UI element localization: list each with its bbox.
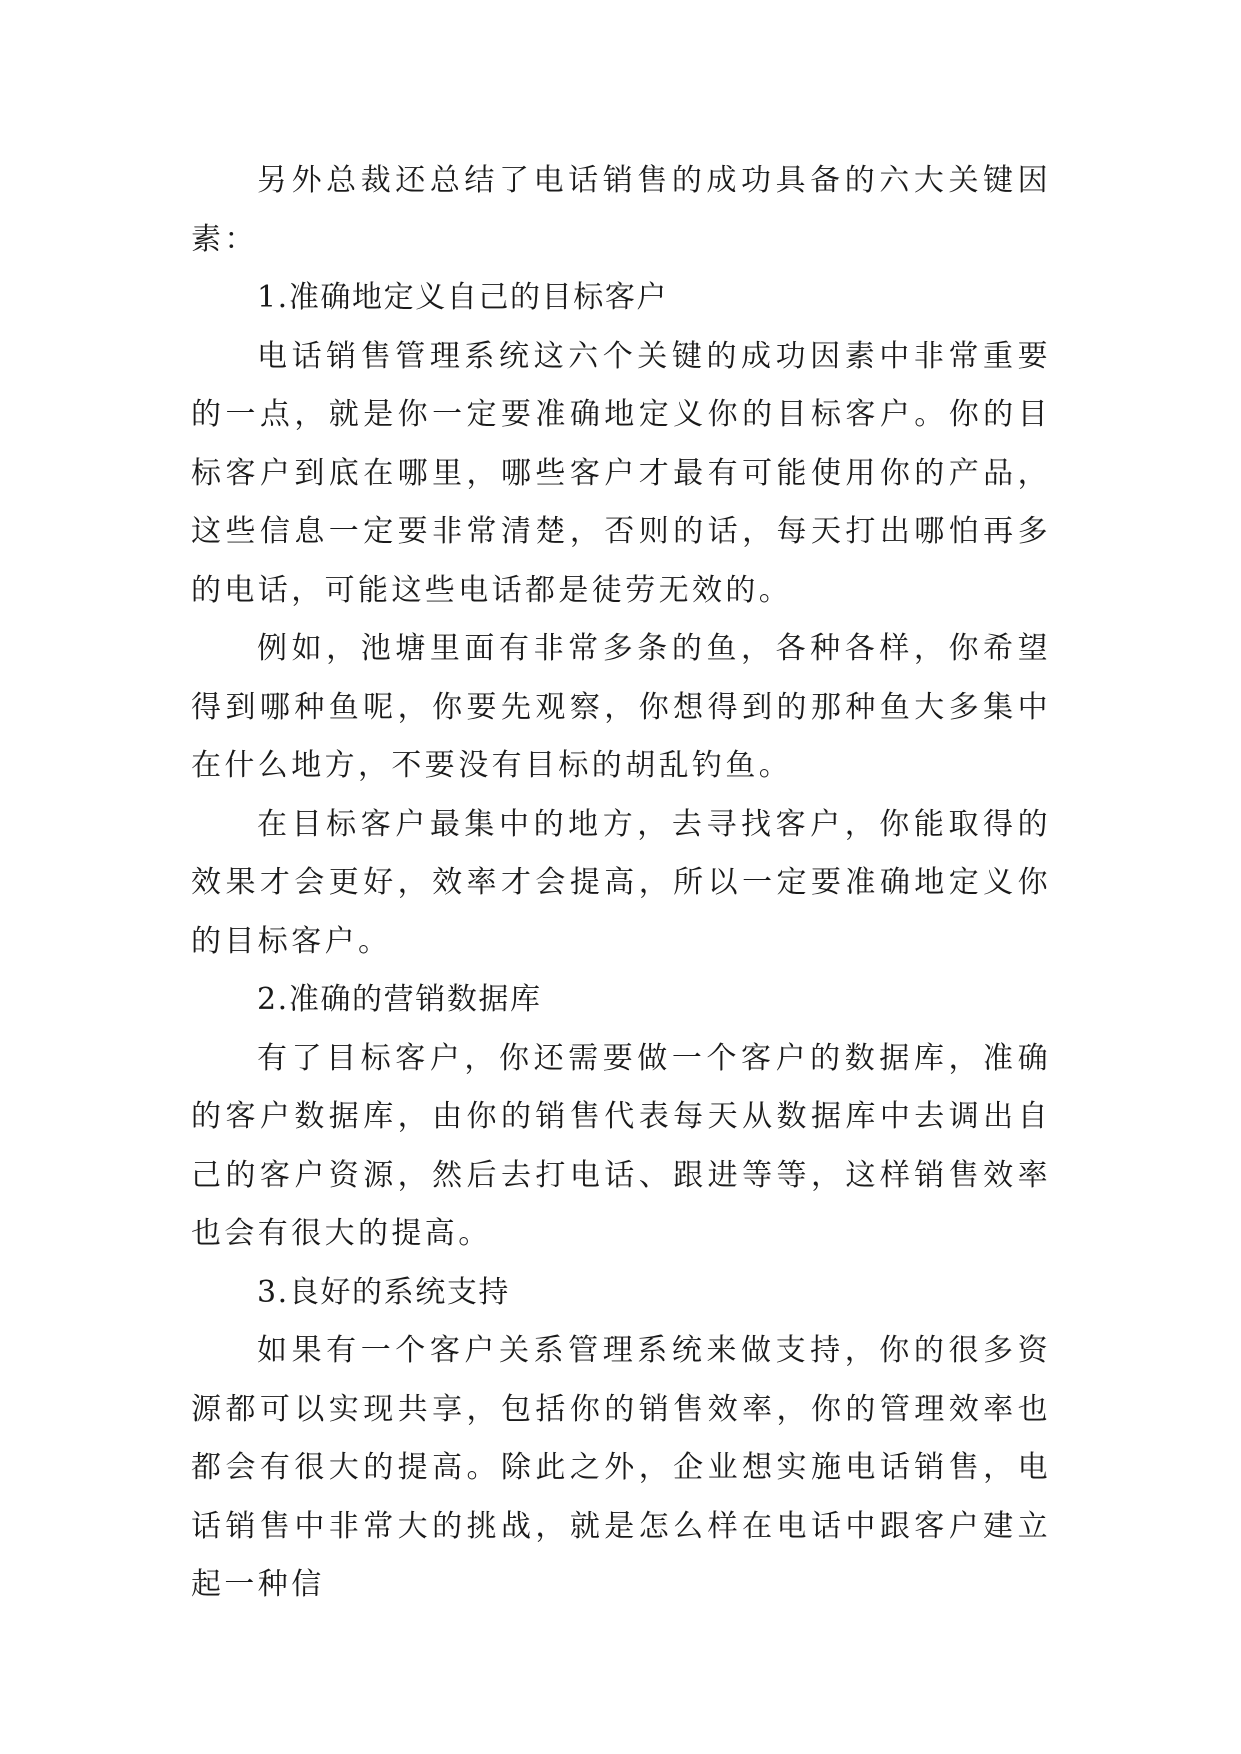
document-body [191,152,1051,1615]
paragraph-efficiency: 在目标客户最集中的地方，去寻找客户，你能取得的效果才会更好，效率才会提高，所以一定要准确地定义你的目标客户。 [191,806,1051,959]
section-heading-3: 3.良好的系统支持 [257,1274,511,1310]
paragraph-fish-example: 例如，池塘里面有非常多条的鱼，各种各样，你希望得到哪种鱼呢，你要先观察，你想得到的那种鱼大多集中在什么地方，不要没有目标的胡乱钓鱼。 [191,631,1051,783]
paragraph-target-customer: 电话销售管理系统这六个关键的成功因素中非常重要的一点，就是你一定要准确地定义你的目标客户。你的目标客户到底在哪里，哪些客户才最有可能使用你的产品，这些信息一定要非常清楚，否则的话，每天打出哪怕再多的电话，可能这些电话都是徒劳无效的。 [191,338,1051,608]
section-heading-2: 2.准确的营销数据库 [257,982,542,1017]
paragraph-system-support: 如果有一个客户关系管理系统来做支持，你的很多资源都可以实现共享，包括你的销售效率，你的管理效率也都会有很大的提高。除此之外，企业想实施电话销售，电话销售中非常大的挑战，就是怎么样在电话中跟客户建立起一种信 [191,1333,1051,1602]
paragraph-intro: 另外总裁还总结了电话销售的成功具备的六大关键因素： [191,163,1051,257]
paragraph-database: 有了目标客户，你还需要做一个客户的数据库，准确的客户数据库，由你的销售代表每天从数据库中去调出自己的客户资源，然后去打电话、跟进等等，这样销售效率也会有很大的提高。 [191,1040,1051,1251]
section-heading-1: 1.准确地定义自己的目标客户 [257,280,669,315]
